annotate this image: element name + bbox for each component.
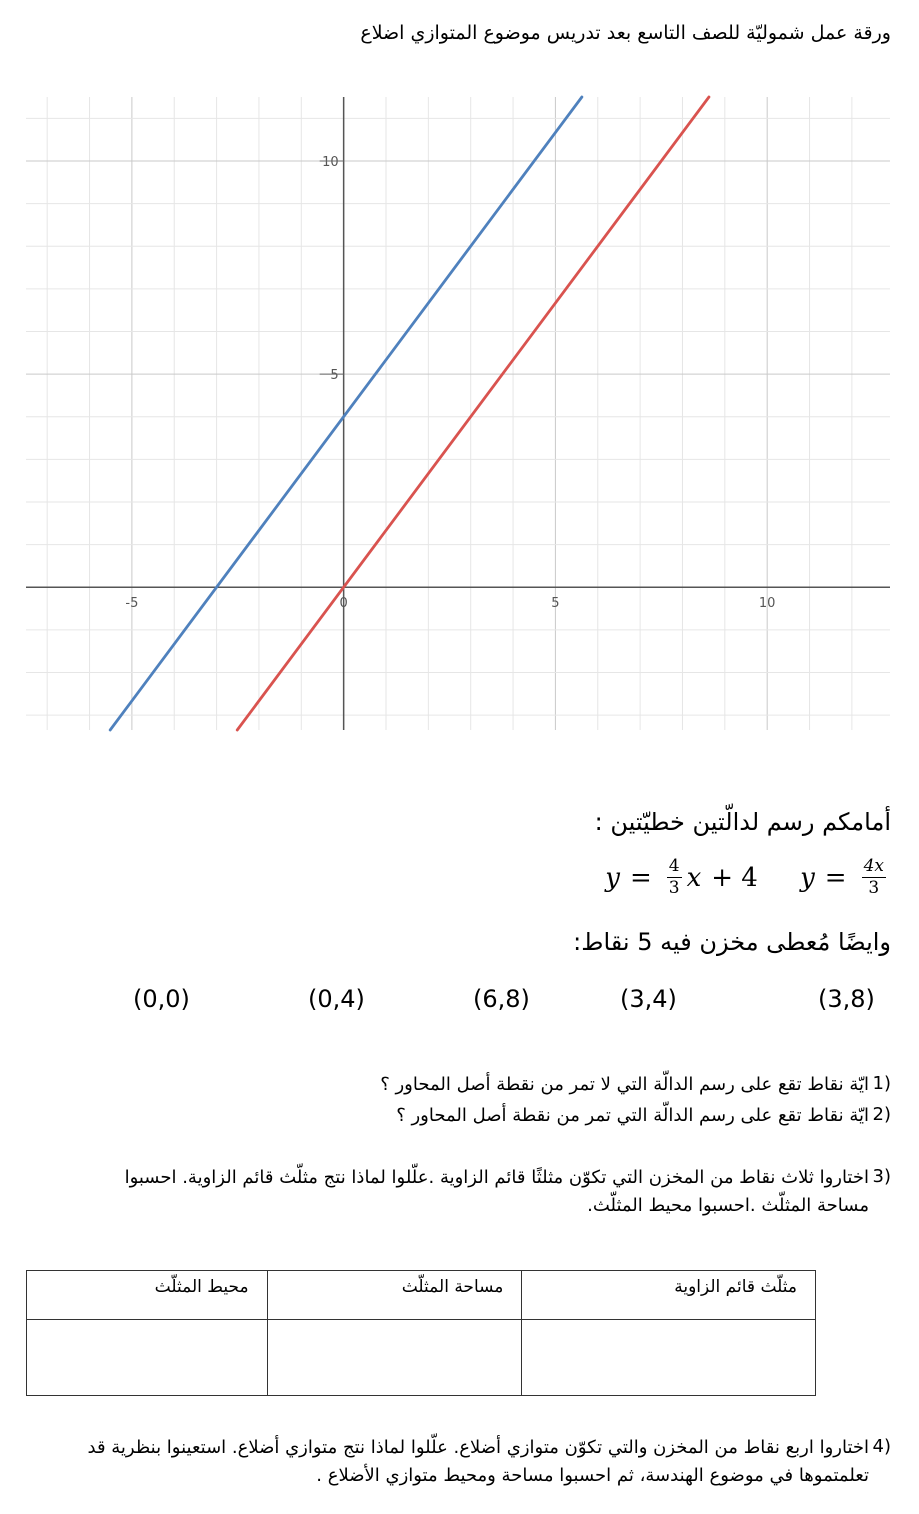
question-2: ايّة نقاط تقع على رسم الدالّة التي تمر من نقطة أصل المحاور ؟ — [396, 1105, 869, 1126]
table-header-cell: محيط المثلّث — [27, 1271, 268, 1320]
series-line-red — [237, 97, 709, 730]
point-item: (0,4) — [308, 985, 365, 1013]
y-tick-label: 10 — [322, 154, 339, 170]
x-tick-label: 10 — [758, 596, 776, 612]
point-item: (3,4) — [620, 985, 677, 1013]
question-number: 3) — [872, 1166, 891, 1187]
equation-2-lhs: y — [800, 862, 815, 893]
equation-1-constant: + 4 — [711, 862, 758, 893]
equation-2-fraction — [862, 858, 886, 898]
answer-cell-perimeter[interactable] — [27, 1320, 268, 1396]
question-3: اختاروا ثلاث نقاط من المخزن التي تكوّن مثلثًا قائم الزاوية .علّلوا لماذا نتج مثلّث قائم الزاوية. احسبوا مساحة المثلّث .احسبوا محيط المثلّث. — [124, 1167, 869, 1216]
table-header-row — [27, 1271, 816, 1320]
equation-2-equals: = — [824, 862, 847, 893]
x-tick-label: -5 — [125, 596, 139, 612]
point-item: (6,8) — [473, 985, 530, 1013]
equation-1-numerator: 4 — [668, 856, 680, 876]
question-number: 2) — [872, 1104, 891, 1125]
answer-table — [26, 1270, 816, 1396]
question-number: 4) — [872, 1436, 891, 1457]
equation-1-lhs: y — [605, 862, 620, 893]
function-graph — [0, 85, 919, 735]
table-row — [27, 1320, 816, 1396]
point-item: (3,8) — [818, 985, 875, 1013]
answer-cell-area[interactable] — [267, 1320, 522, 1396]
x-tick-label: 0 — [339, 596, 348, 612]
equation-1-variable: x — [686, 862, 702, 893]
equation-2-denominator: 3 — [868, 877, 880, 898]
question-4: اختاروا اربع نقاط من المخزن والتي تكوّن متوازي أضلاع. علّلوا لماذا نتج متوازي أضلاع. استعينوا بنظرية قد تعلمتموها في موضوع الهندسة، ثم احسبوا مساحة ومحيط متوازي الأضلاع . — [87, 1437, 869, 1486]
equations-row — [31, 858, 891, 918]
answer-cell-triangle[interactable] — [522, 1320, 816, 1396]
x-tick-label: 5 — [551, 596, 560, 612]
question-1: ايّة نقاط تقع على رسم الدالّة التي لا تمر من نقطة أصل المحاور ؟ — [380, 1074, 869, 1095]
equation-1-fraction — [667, 858, 682, 898]
equation-1-denominator: 3 — [668, 877, 680, 898]
table-header-cell: مساحة المثلّث — [267, 1271, 522, 1320]
point-item: (0,0) — [133, 985, 190, 1013]
question-number: 1) — [872, 1073, 891, 1094]
y-tick-label: 5 — [330, 368, 339, 384]
equation-1 — [605, 858, 758, 898]
equation-2 — [800, 858, 891, 898]
table-header-cell: مثلّث قائم الزاوية — [522, 1271, 816, 1320]
equation-2-numerator: 4x — [863, 856, 884, 876]
points-list — [0, 985, 919, 1025]
intro-text: أمامكم رسم لدالّتين خطيّتين : — [594, 808, 891, 836]
series-line-blue — [110, 97, 582, 730]
page-title: ورقة عمل شموليّة للصف التاسع بعد تدريس موضوع المتوازي اضلاع — [360, 22, 891, 44]
equation-1-equals: = — [629, 862, 652, 893]
points-intro-text: وايضًا مُعطى مخزن فيه 5 نقاط: — [573, 928, 891, 956]
